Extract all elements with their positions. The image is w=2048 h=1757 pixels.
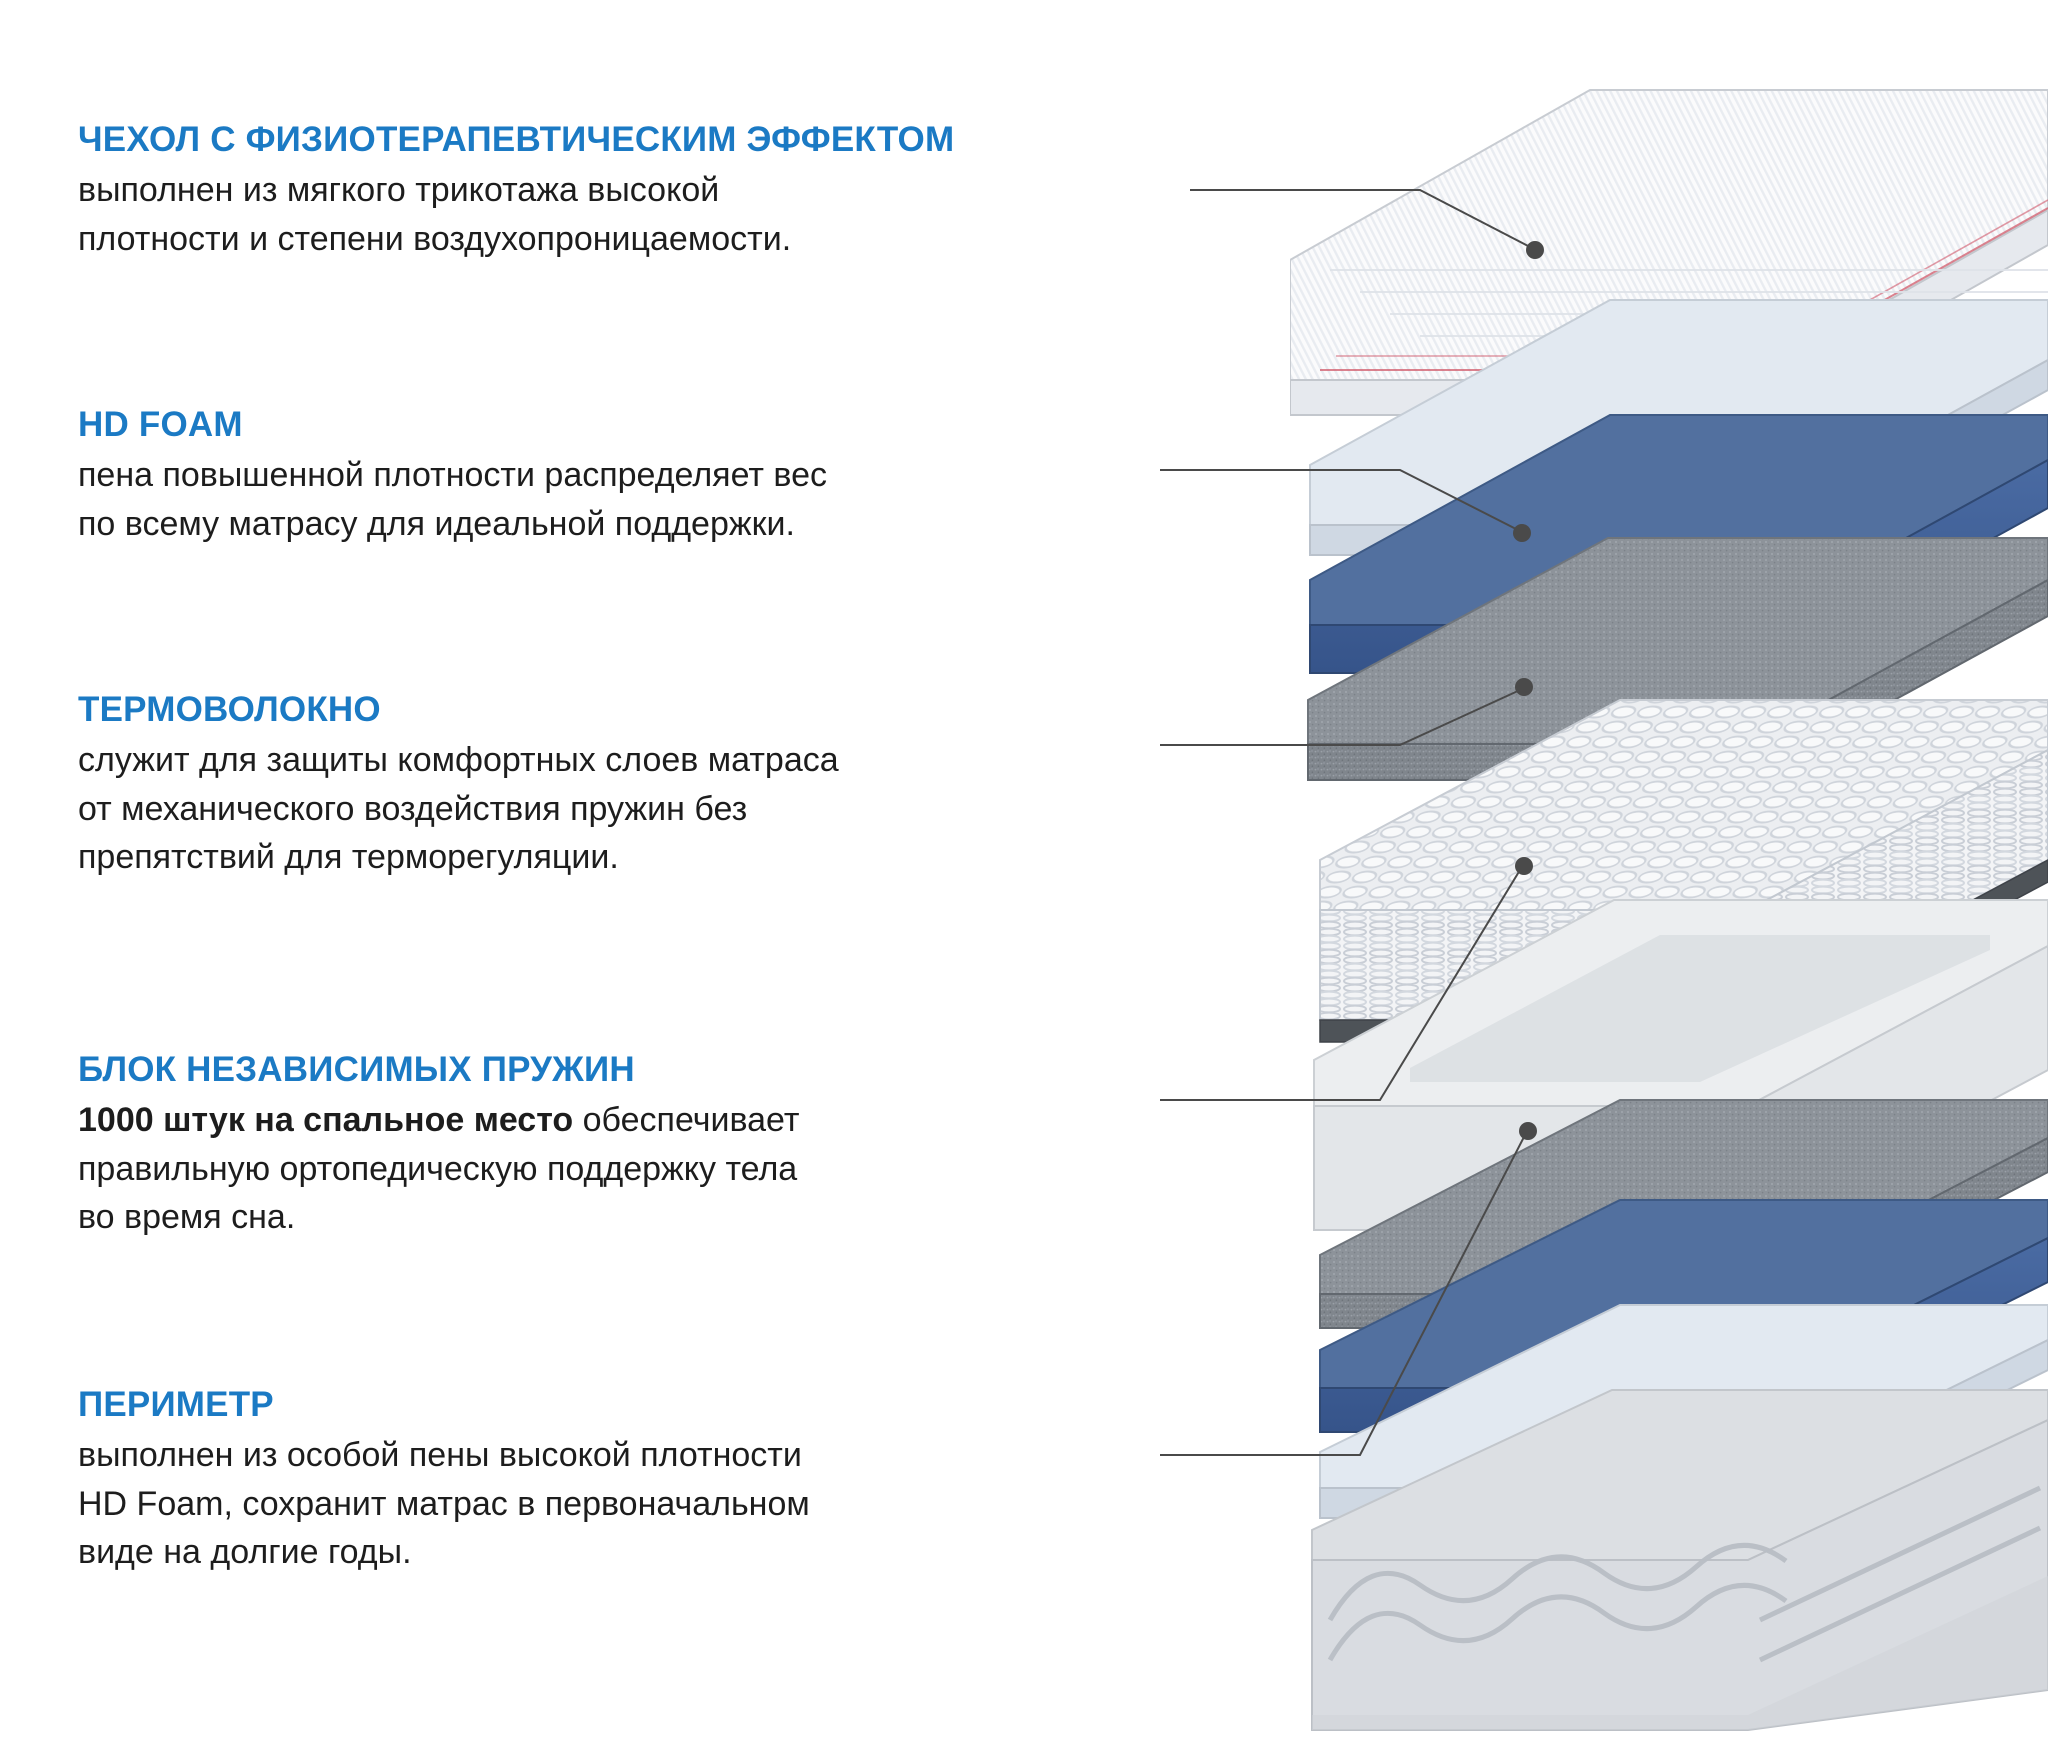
callout-hd-foam [78, 405, 1198, 548]
callout-springs-body-line-2: правильную ортопедическую поддержку тела [78, 1149, 798, 1188]
callout-springs-body-line-3: во время сна. [78, 1197, 296, 1236]
mattress-illustration [1290, 60, 2048, 1740]
callout-cover-title: ЧЕХОЛ С ФИЗИОТЕРАПЕВТИЧЕСКИМ ЭФФЕКТОМ [78, 120, 955, 159]
callout-hd-foam-body-line-1: пена повышенной плотности распределяет вес [78, 456, 827, 495]
callout-thermo-body-line-1: служит для защиты комфортных слоев матраса [78, 741, 839, 780]
callout-cover [78, 120, 1198, 263]
callout-perimeter-body [78, 1431, 1198, 1576]
callout-cover-body [78, 166, 1198, 263]
callout-perimeter [78, 1385, 1198, 1576]
callout-thermo [78, 690, 1198, 881]
callout-thermo-body [78, 736, 1198, 881]
callout-hd-foam-title: HD FOAM [78, 405, 243, 444]
callout-perimeter-title: ПЕРИМЕТР [78, 1385, 274, 1424]
callout-springs-title: БЛОК НЕЗАВИСИМЫХ ПРУЖИН [78, 1050, 635, 1089]
callout-thermo-body-line-3: препятствий для терморегуляции. [78, 837, 619, 876]
callout-hd-foam-body-line-2: по всему матрасу для идеальной поддержки. [78, 504, 795, 543]
callout-perimeter-body-line-2: HD Foam, сохранит матрас в первоначальном [78, 1484, 810, 1523]
callout-springs-body-line-1: обеспечивает [573, 1101, 800, 1140]
callout-cover-body-line-2: плотности и степени воздухопроницаемости. [78, 219, 792, 258]
callout-hd-foam-body [78, 451, 1198, 548]
callout-thermo-title: ТЕРМОВОЛОКНО [78, 690, 381, 729]
callout-springs [78, 1050, 1198, 1241]
callout-thermo-body-line-2: от механического воздействия пружин без [78, 789, 748, 828]
callout-perimeter-body-line-3: виде на долгие годы. [78, 1532, 412, 1571]
callout-springs-body [78, 1096, 1198, 1241]
callout-perimeter-body-line-1: выполнен из особой пены высокой плотности [78, 1436, 802, 1475]
callout-cover-body-line-1: выполнен из мягкого трикотажа высокой [78, 171, 720, 210]
callout-springs-body-lead: 1000 штук на спальное место [78, 1101, 574, 1140]
